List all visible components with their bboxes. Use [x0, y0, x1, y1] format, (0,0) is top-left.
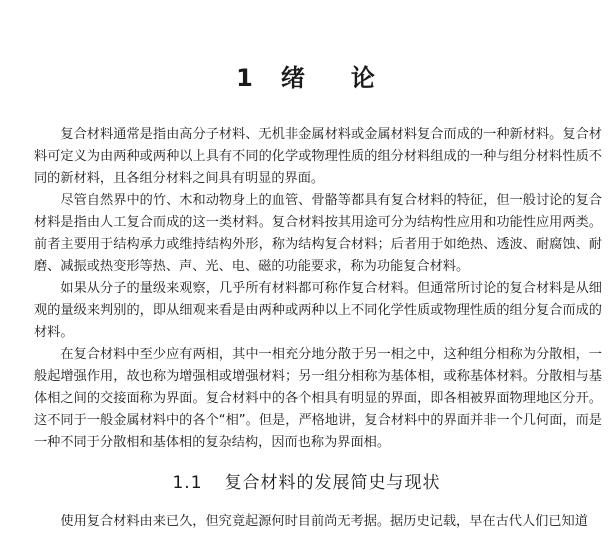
- chapter-title-part2: 论: [350, 64, 377, 92]
- chapter-title: [0, 58, 613, 93]
- section-number: 1.1: [172, 473, 203, 493]
- paragraph-4: 在复合材料中至少应有两相，其中一相充分地分散于另一相之中，这种组分相称为分散相，一般起增强作用，故也称为增强相或增强材料；另一组分相称为基体相，或称基体材料。分散相与基体相之间的交接面称为界面。复合材料中的各个相具有明显的界面，即各相被界面物理地区分开。这不同于一般金属材料中的各个“相”。但是，严格地讲，复合材料中的界面并非一个几何面，而是一种不同于分散相和基体相的复杂结构，因而也称为界面相。: [34, 347, 602, 450]
- paragraph-2: 尽管自然界中的竹、木和动物身上的血管、骨骼等都具有复合材料的特征，但一般讨论的复合材料是指由人工复合而成的这一类材料。复合材料按其用途可分为结构性应用和功能性应用两类。前者主要用于结构承力或维持结构外形，称为结构复合材料；后者用于如绝热、透波、耐腐蚀、耐磨、减振或热变形等热、声、光、电、磁的功能要求，称为功能复合材料。: [34, 193, 602, 274]
- paragraph-3: 如果从分子的量级来观察，几乎所有材料都可称作复合材料。但通常所讨论的复合材料是从细观的量级来判别的，即从细观来看是由两种或两种以上不同化学性质或物理性质的组分复合而成的材料。: [34, 281, 602, 340]
- paragraph-5: 使用复合材料由来已久，但究竟起源何时目前尚无考据。据历史记载，早在古代人们已知道: [60, 514, 588, 529]
- section-title: 复合材料的发展简史与现状: [224, 473, 441, 493]
- section-heading: [0, 468, 613, 493]
- chapter-number: 1: [236, 64, 255, 92]
- body-text: [34, 124, 602, 454]
- chapter-title-part1: 绪: [280, 64, 307, 92]
- tail-text: [34, 511, 602, 533]
- paragraph-1: 复合材料通常是指由高分子材料、无机非金属材料或金属材料复合而成的一种新材料。复合材料可定义为由两种或两种以上具有不同的化学或物理性质的组分材料组成的一种与组分材料性质不同的新材料，且各组分材料之间具有明显的界面。: [34, 127, 602, 186]
